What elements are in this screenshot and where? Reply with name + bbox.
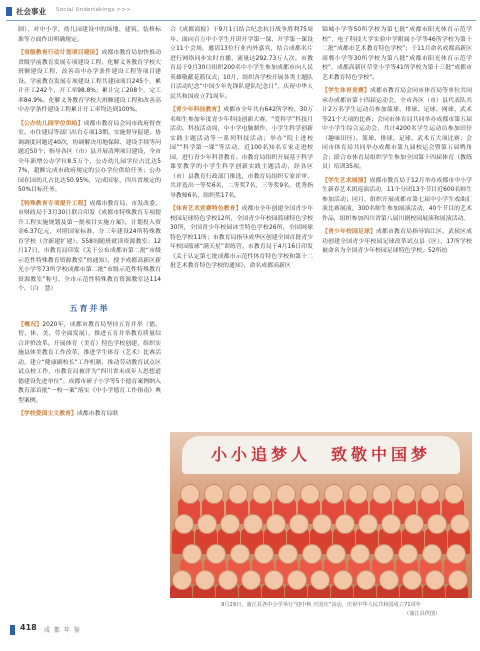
child-face bbox=[180, 484, 200, 504]
child-face bbox=[324, 484, 344, 504]
paragraph-text: 锦城小学等50所学校为第七批“成都市阳光体育示范学校”，电子科技大学实验中学附属小学等46所学校为第十二批“成都市艺术教育特色学校”；于11月命名成都高新区商郫小学等30所学校为第八批“成都市阳光体育示范学校”，成都高新区草堂小学等41所学校为第十三批“成都市艺术教育特色学校”。 bbox=[322, 27, 472, 81]
paragraph-tag: 【概况】 bbox=[18, 321, 43, 328]
paragraph bbox=[170, 106, 313, 201]
paragraph-tag: 【学生体育竞赛】 bbox=[322, 88, 371, 94]
child-face bbox=[427, 514, 447, 534]
child-face bbox=[276, 484, 296, 504]
paragraph bbox=[322, 177, 472, 225]
paragraph-tag: 【学校爱国主义教育】 bbox=[18, 411, 77, 417]
paragraph-text: 成都市教育局会同市体育局等单位共同承办成都市第十四届运动会，全市各区（市）县代表队共计2万名学生运动员参加篮球、排球、足球、网球、武术等21个大项的比赛；会同市体育局共同举办成都市第五届中小学生综合运动会，共计4200名学生运动员参加田径（趣味田径）、篮球、排球、足球、武术五大项比赛；会同市体育局共同举办成都市第九届校运会暨第五届鸭角会；联合市体育局组织学生参加全国第十四届体育（教练员）培训35项。 bbox=[322, 88, 473, 170]
child-face bbox=[300, 484, 320, 504]
child-face bbox=[312, 514, 332, 534]
paragraph-text: 成都市全年创建全国青少年校园足球特色学校12所，全国青少年校园篮球特色学校30所，全国青少年校园冰雪特色学校26所，全国网球特色学校11所；市教育局指导成华区创建全国首批青少年校园篮球“满天星”训练营。市教育局于4月16日印发《关于认定第七批成都市示范性体育特色学校和第十二批艺术教育特色学校的通知》，命名成都高新区 bbox=[170, 206, 314, 269]
child-face bbox=[172, 570, 192, 590]
child-face bbox=[381, 514, 401, 534]
child-face bbox=[420, 484, 440, 504]
child-face bbox=[448, 570, 468, 590]
child-face bbox=[206, 544, 226, 564]
column-3 bbox=[322, 26, 472, 261]
child-face bbox=[379, 570, 399, 590]
child-face bbox=[289, 514, 309, 534]
section-title: 五育并举 bbox=[69, 303, 110, 313]
paragraph-tag: 【省级教育行动计划项目建设】 bbox=[18, 50, 102, 56]
child-face bbox=[350, 544, 370, 564]
child-face bbox=[404, 514, 424, 534]
paragraph-tag: 【学生艺术展演】 bbox=[322, 177, 370, 184]
paragraph-text: 合《成都商报》于9月1日结合纪念抗日战争胜利75周年、面向百万中小学生开讲开学第一课，开学第一课设立11个会场，邀请13位行业内外嘉宾，结合成都名片进行网络同步实时直播，流量达292.73万人次。市教育局于9月30日组织200名中小学生参加成都市向人民英雄敬献花篮仪式；10月，组织各学校开展各类主题队日活动纪念“中国少年先锋队建队纪念日”，庆祝中华人民共和国成立71周年。 bbox=[170, 27, 313, 100]
child-face bbox=[241, 570, 261, 590]
paragraph-text: 成都市教育局、市发改委、市财政局于3月30日联合印发《成都市特殊教育专项提升工程实施规划及第一批项目实施方案》，计划投入资金6.37亿元，对照国家标准，分三年建设24所特殊教育学校（含新建扩建）。558间随班就读资源教室；12月17日，市教育局印发《关于公布成都市第二批“市级示范性特殊教育资源教室”的通知》，授予成都高新区新光小学等73所学校成都市第二批“市级示范性特殊教育资源教室”称号，全市示范性特殊教育资源教室达114个。（白 慧） bbox=[18, 200, 162, 292]
child-face bbox=[254, 544, 274, 564]
paragraph-tag: 【特殊教育专项提升工程】 bbox=[18, 200, 90, 207]
page-footer bbox=[10, 623, 190, 639]
column-1 bbox=[18, 26, 161, 424]
paragraph bbox=[18, 321, 161, 407]
header-marker bbox=[6, 7, 12, 16]
child-face bbox=[348, 484, 368, 504]
child-face bbox=[444, 484, 464, 504]
paragraph bbox=[18, 49, 161, 116]
paragraph bbox=[322, 228, 472, 257]
paragraph-tag: 【体育艺术竞赛特色教育】 bbox=[170, 206, 242, 212]
paragraph bbox=[170, 26, 313, 102]
paragraph-text: 成都市教育局加快推动省级学前教育发展专项建设工程、化解义务教育学校大班额建设工程、改善高中办学条件建设工程等项目建设。学前教育发展专项建设工程共建园项目245个，累计开工242个，开工率98.8%；累计完工208个，完工率84.9%。化解义务教育学校大班额建设工程和改善高中办学条件建设工程累计开工率均达到100%。 bbox=[18, 50, 162, 113]
event-photo bbox=[170, 432, 472, 598]
child-face bbox=[287, 570, 307, 590]
child-face bbox=[252, 484, 272, 504]
child-face bbox=[182, 544, 202, 564]
paragraph bbox=[18, 410, 161, 420]
child-face bbox=[358, 514, 378, 534]
paragraph bbox=[322, 26, 472, 83]
child-face bbox=[374, 544, 394, 564]
child-face bbox=[372, 484, 392, 504]
child-face bbox=[230, 544, 250, 564]
child-face bbox=[326, 544, 346, 564]
header-divider bbox=[6, 20, 476, 21]
child-face bbox=[228, 484, 248, 504]
paragraph bbox=[18, 26, 161, 45]
paragraph bbox=[18, 120, 161, 196]
child-face bbox=[450, 514, 470, 534]
child-face bbox=[243, 514, 263, 534]
child-face bbox=[266, 514, 286, 534]
publication-name: 成 都 年 鉴 bbox=[44, 627, 81, 634]
paragraph-text: 成都市教育局会同市政府督查室、市住建局等部门出台专项13期，实施督导促建，协调调度问题近40次，协调解决用地保障、建设手续等问题近50个；指导各区（市）县开展清理项目建设，全市全年新增公办学位8.5万个，公办幼儿园学位占比达57%，超额完成市政府规定的公办学位供给任务；公办园在园幼儿占比达50.95%，完成国家、四川省规定的50%目标任务。 bbox=[18, 120, 162, 193]
child-face bbox=[204, 484, 224, 504]
child-face bbox=[278, 544, 298, 564]
child-face bbox=[302, 544, 322, 564]
child-face bbox=[446, 544, 466, 564]
child-face bbox=[174, 514, 194, 534]
paragraph bbox=[18, 200, 161, 295]
child-face bbox=[402, 570, 422, 590]
photo-banner bbox=[182, 436, 460, 474]
child-face bbox=[218, 570, 238, 590]
child-face bbox=[356, 570, 376, 590]
paragraph-text: 成都市教育局指导锦江区、武侯区成功创建全国青少年校园足球改革试点县（区），17所学校被命名为全国青少年校园足球特色学校，52所幼 bbox=[322, 229, 473, 254]
photo-banner-text: 小小追梦人 致敬中国梦 bbox=[210, 445, 431, 464]
child-face bbox=[422, 544, 442, 564]
footer-marker bbox=[10, 625, 15, 635]
paragraph-text: 成都市教育局于12月举办成都市中小学生新春艺术团巡演活动，11个分团13个节目近600名师生参加活动；同月，组织开展成都市第七届中小学生戏曲汇演比赛展演，300名师生参加展演活动，40个节目的艺术作品，组织参加四川省第八届川剧校园展演和展演活动。 bbox=[322, 177, 472, 222]
photo-caption: 9月29日，蒲江县各中小学举行“迎中秋 庆国庆”活动，庆祝中华人民共和国成立71周年 bbox=[221, 602, 421, 608]
paragraph-tag: 【青少年校园足球】 bbox=[322, 229, 377, 235]
header-subtitle: Social Undertakings >>> bbox=[56, 7, 131, 13]
paragraph bbox=[170, 205, 313, 272]
paragraph-text: 成都市全年共有642所学校、30万名师生参加年度青少年科技创新大赛，“爱科学”科技月活动、科技活动周，中小学电脑制作，小学生科学创新实践主题活动等一系列科技活动；举办“院士进校园”“科学第一课”等活动，近100名知名专家走进校园，进行青少年科普教育。市教育局组织开展基于科学课堂教学的小学生科学创新实践主题活动，经各区（市）县教育行政部门推选，市教育局组织专家评审，共评选出一等奖6名，二等奖7名，三等奖9名，优秀指导教师6名，组织奖17名。 bbox=[170, 107, 313, 199]
child-face bbox=[197, 514, 217, 534]
header-title: 社会事业 bbox=[16, 7, 46, 16]
paragraph-text: 制），对中小学、幼儿园建设中的场地、建筑、装修标准等方面作出明确规定。 bbox=[18, 27, 161, 43]
child-face bbox=[220, 514, 240, 534]
child-face bbox=[335, 514, 355, 534]
page-number: 418 bbox=[20, 623, 37, 632]
photo-credit: （蒲江县供图） bbox=[404, 611, 441, 617]
column-2 bbox=[170, 26, 313, 276]
child-face bbox=[398, 544, 418, 564]
child-face bbox=[310, 570, 330, 590]
paragraph-text: 2020年，成都市教育局坚持五育并举（德、智、体、美、劳全面发展），推进五育并举教育质量综合评价改革。开展体育（美育）特色学校创建，组织实施县体美教育工作改革，推进学生体育（艺术）比赛活动，建立“健康副校长”工作机制，推动劳动教育试点区试点校工作，市教育局被评为“四川省未成年人思想道德建设先进单位”。成都市研子小学等5个德育案例纳入教育部首批“一校一案”落实《中小学德育工作指南》典型案例。 bbox=[18, 321, 162, 404]
child-face bbox=[333, 570, 353, 590]
paragraph bbox=[322, 87, 472, 173]
paragraph-tag: 【青少年科技教育】 bbox=[170, 107, 224, 113]
paragraph-tag: 【公办幼儿园学位供给】 bbox=[18, 120, 84, 127]
child-face bbox=[195, 570, 215, 590]
page-header bbox=[6, 6, 476, 20]
child-face bbox=[264, 570, 284, 590]
paragraph-text: 成都市教育局联 bbox=[76, 411, 119, 417]
child-face bbox=[396, 484, 416, 504]
child-face bbox=[425, 570, 445, 590]
